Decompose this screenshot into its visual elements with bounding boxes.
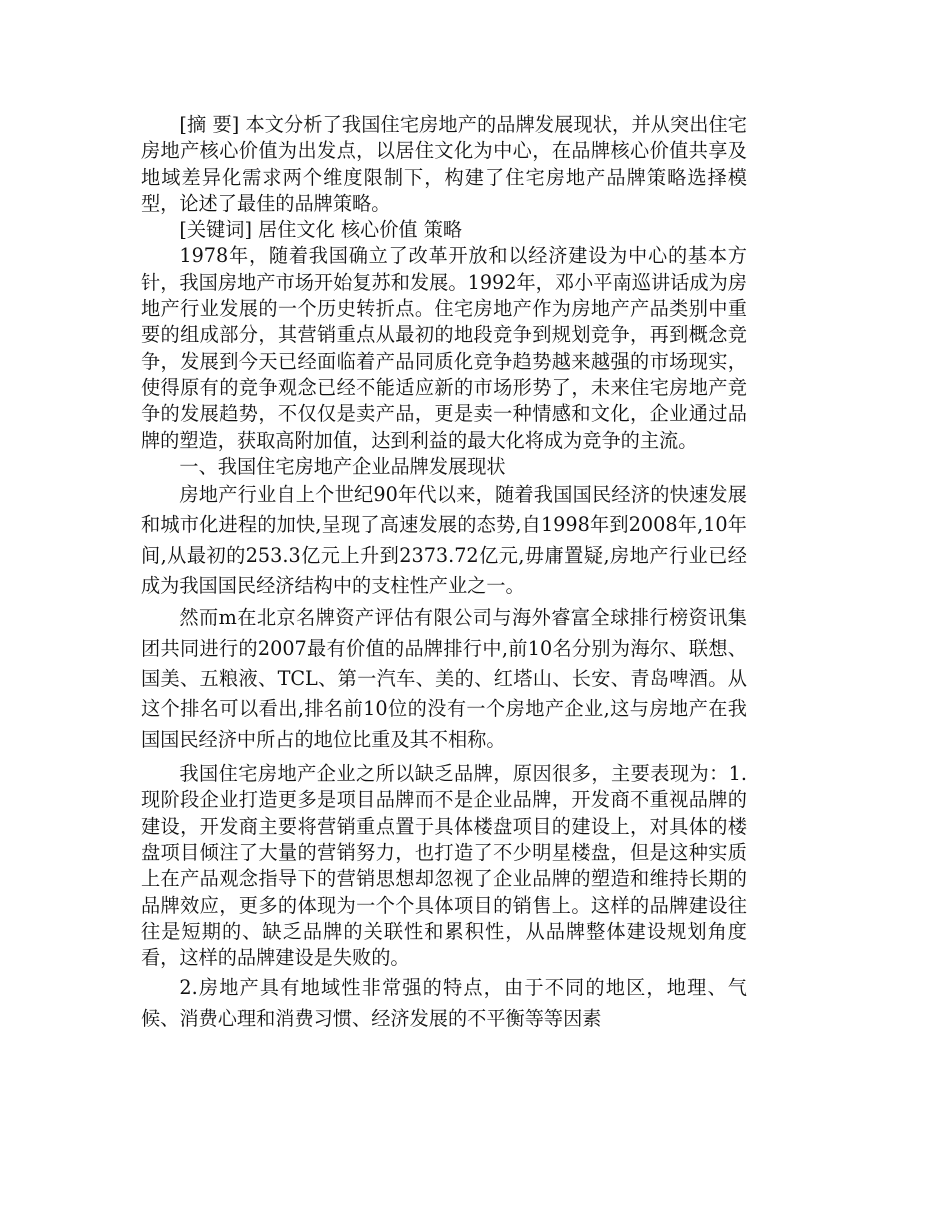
body-paragraph-regional-factors: 2.房地产具有地域性非常强的特点，由于不同的地区，地理、气候、消费心理和消费习惯、经济发展的不平衡等等因素 xyxy=(141,976,747,1030)
body-paragraph-brand-shortage: 我国住宅房地产企业之所以缺乏品牌，原因很多，主要表现为：1.现阶段企业打造更多是项目品牌而不是企业品牌，开发商不重视品牌的建设，开发商主要将营销重点置于具体楼盘项目的建设上，对具体的楼盘项目倾注了大量的营销努力，也打造了不少明星楼盘，但是这种实质上在产品观念指导下的营销思想却忽视了企业品牌的塑造和维持长期的品牌效应，更多的体现为一个个具体项目的销售上。这样的品牌建设往往是短期的、缺乏品牌的关联性和累积性，从品牌整体建设规划角度看，这样的品牌建设是失败的。 xyxy=(141,762,747,970)
keywords-line: [关键词] 居住文化 核心价值 策略 xyxy=(179,218,463,242)
body-paragraph-industry-growth: 房地产行业自上个世纪90年代以来，随着我国国民经济的快速发展和城市化进程的加快,呈现了高速发展的态势,自1998年到2008年,10年间,从最初的253.3亿元上升到2373.72亿元,毋庸置疑,房地产行业已经成为我国国民经济结构中的支柱性产业之一。 xyxy=(141,483,747,598)
article-body xyxy=(141,112,747,1034)
section-heading: 一、我国住宅房地产企业品牌发展现状 xyxy=(179,454,506,478)
body-paragraph-brand-ranking: 然而m在北京名牌资产评估有限公司与海外睿富全球排行榜资讯集团共同进行的2007最有价值的品牌排行中,前10名分别为海尔、联想、国美、五粮液、TCL、第一汽车、美的、红塔山、长安、青岛啤酒。从这个排名可以看出,排名前10位的没有一个房地产企业,这与房地产在我国国民经济中所占的地位比重及其不相称。 xyxy=(141,606,747,751)
intro-paragraph: 1978年，随着我国确立了改革开放和以经济建设为中心的基本方针，我国房地产市场开始复苏和发展。1992年，邓小平南巡讲话成为房地产行业发展的一个历史转折点。住宅房地产作为房地产产品类别中重要的组成部分，其营销重点从最初的地段竞争到规划竞争，再到概念竞争，发展到今天已经面临着产品同质化竞争趋势越来越强的市场现实，使得原有的竞争观念已经不能适应新的市场形势了，未来住宅房地产竞争的发展趋势，不仅仅是卖产品，更是卖一种情感和文化，企业通过品牌的塑造，获取高附加值，达到利益的最大化将成为竞争的主流。 xyxy=(141,244,747,452)
abstract-paragraph: [摘 要] 本文分析了我国住宅房地产的品牌发展现状，并从突出住宅房地产核心价值为出发点，以居住文化为中心，在品牌核心价值共享及地域差异化需求两个维度限制下，构建了住宅房地产品牌策略选择模型，论述了最佳的品牌策略。 xyxy=(141,113,747,215)
